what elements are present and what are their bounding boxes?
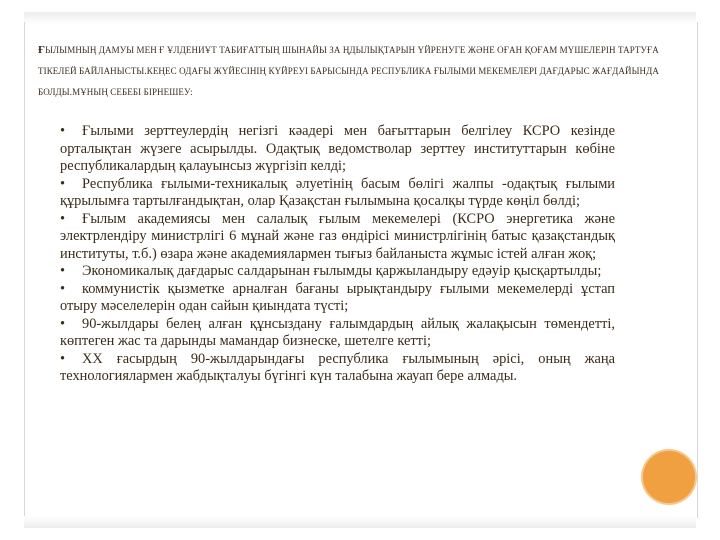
bullet-icon: • — [60, 350, 66, 367]
paragraph-text: Республика ғылыми-техникалық әлуетінің басым бөлігі жалпы -одақтық ғылыми құрылымға тартылғандықтан, олар Қазақстан ғылымына қосалқы түрде көңіл бөлді; — [60, 175, 615, 209]
paragraph-text: Ғылым академиясы мен салалық ғылым мекемелері (КСРО энергетика және электрлендіру министрлігі 6 мұнай және газ өндірісі министрлігінің батыс қазақстандық институты, т.б.) өзара және академиялармен тығыз байланыста жұмыс істей алған жоқ; — [60, 210, 615, 262]
paragraph-2 — [60, 176, 615, 211]
paragraph-text: ХХ ғасырдың 90-жылдарындағы республика ғылымының әрісі, оның жаңа технологиялармен жабдықталуы бүгінгі күн талабына жауап бере алмады. — [60, 350, 615, 384]
bullet-icon: • — [60, 315, 66, 332]
body-text — [60, 123, 615, 386]
paragraph-text: Ғылыми зерттеулердің негізгі кәадері мен бағыттарын белгілеу КСРО кезінде орталықтан жүзеге асырылды. Одақтық ведомстволар зерттеу институттарын көбіне республикалардың қалауынсыз жүргізіп келді; — [60, 123, 615, 174]
paragraph-6 — [60, 316, 615, 351]
paragraph-7 — [60, 351, 615, 386]
decorative-circle — [643, 451, 695, 503]
bullet-icon: • — [60, 210, 66, 227]
paragraph-4 — [60, 263, 615, 281]
title-text: ЫЛЫМНЫҢ ДАМУЫ МЕН Ғ ҰЛДЕНИҰТ ТАБИҒАТТЫҢ ШЫНАЙЫ ЗА ҢДЫЛЫҚТАРЫН ҮЙРЕНУГЕ ЖӘНЕ ОҒАН ҚОҒАМ МҮШЕЛЕРІН ТАРТУҒА ТІКЕЛЕЙ БАЙЛАНЫСТЫ.КЕҢЕС ОДАҒЫ ЖҮЙЕСІНІҢ КҮЙРЕУІ БАРЫСЫНДА РЕСПУБЛИКА ҒЫЛЫМИ МЕКЕМЕЛЕРІ ДАҒДАРЫС ЖАҒДАЙЫНДА БОЛДЫ.МҰНЫҢ СЕБЕБІ БІРНЕШЕУ: — [38, 45, 659, 97]
paragraph-1 — [60, 123, 615, 176]
paragraph-text: 90-жылдары белең алған құнсыздану ғалымдардың айлық жалақысын төмендетті, көптеген жас та дарынды мамандар бизнеске, шетелге кетті; — [60, 315, 615, 349]
title-lead-letter: Ғ — [38, 44, 46, 56]
bullet-icon: • — [60, 263, 66, 279]
bullet-icon: • — [60, 280, 66, 297]
frame-bottom-edge — [24, 516, 696, 528]
paragraph-3 — [60, 211, 615, 264]
slide-title — [38, 40, 678, 103]
bullet-icon: • — [60, 123, 66, 139]
paragraph-text: Экономикалық дағдарыс салдарынан ғылымды қаржыландыру едәуір қысқартылды; — [82, 263, 602, 279]
paragraph-text: коммунистік қызметке арналған бағаны ырықтандыру ғылыми мекемелерді ұстап отыру мәселелерін одан сайын қиындата түсті; — [60, 280, 615, 314]
bullet-icon: • — [60, 175, 66, 192]
paragraph-5 — [60, 281, 615, 316]
